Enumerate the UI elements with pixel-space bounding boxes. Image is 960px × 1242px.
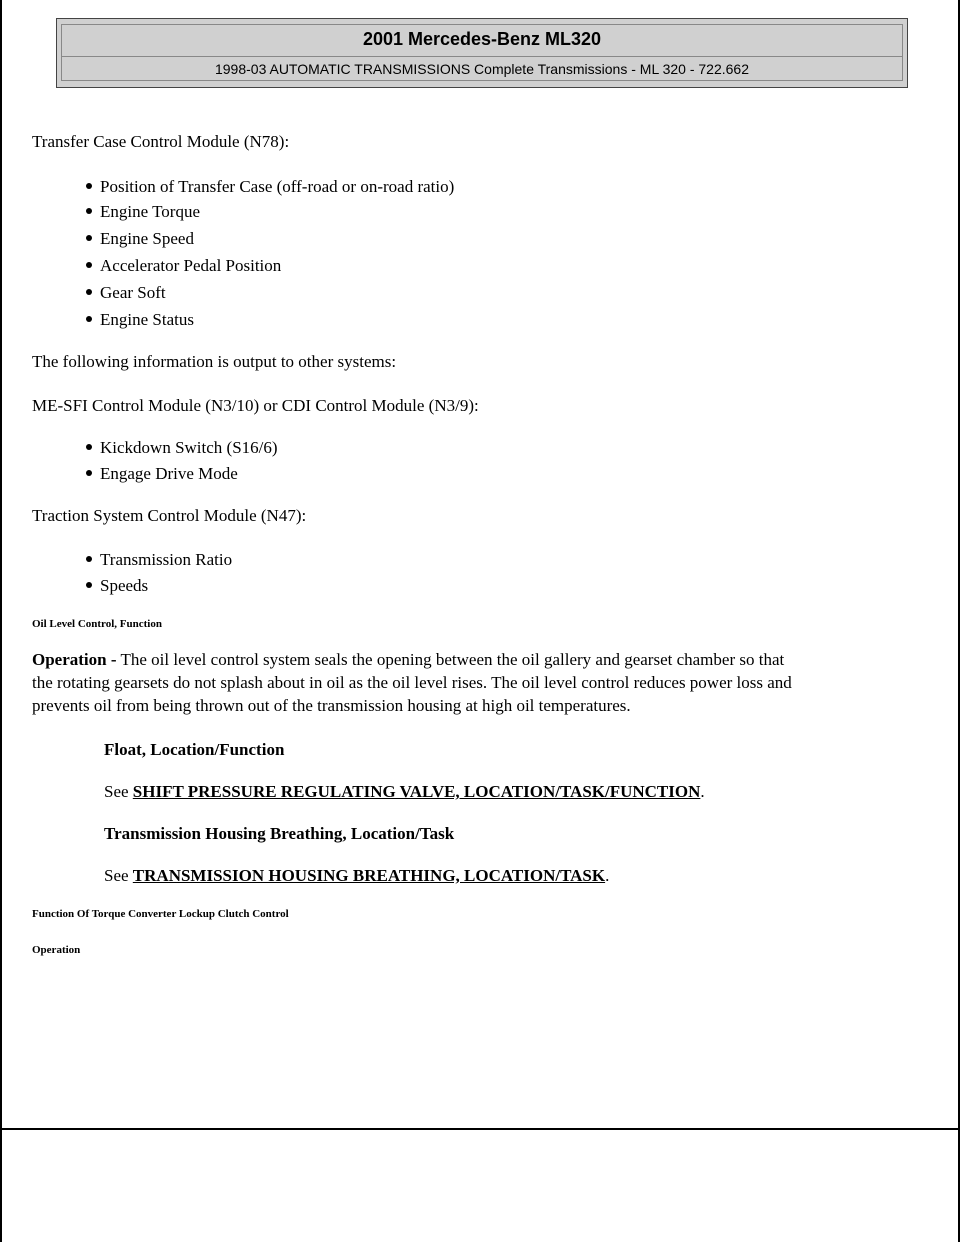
bullet-icon <box>86 316 92 322</box>
bullet-icon <box>86 262 92 268</box>
traction-heading: Traction System Control Module (N47): <box>32 506 307 525</box>
output-intro: The following information is output to other systems: <box>32 352 397 371</box>
operation-label: Operation - <box>32 650 117 669</box>
header-separator <box>61 56 903 57</box>
list-item: Engage Drive Mode <box>86 462 238 486</box>
bullet-icon <box>86 444 92 450</box>
operation-subheading: Operation <box>32 944 81 956</box>
list-item: Engine Status <box>86 308 194 332</box>
bullet-icon <box>86 235 92 241</box>
shift-pressure-link[interactable]: SHIFT PRESSURE REGULATING VALVE, LOCATION/TASK/FUNCTION <box>132 782 701 801</box>
list-item: Speeds <box>86 574 148 598</box>
transfer-case-heading: Transfer Case Control Module (N78): <box>32 132 290 151</box>
bullet-icon <box>86 183 92 189</box>
bullet-icon <box>86 208 92 214</box>
breathing-see: See TRANSMISSION HOUSING BREATHING, LOCATION/TASK. <box>104 866 610 885</box>
list-item: Transmission Ratio <box>86 548 232 572</box>
page-border-bottom <box>0 1128 960 1130</box>
list-item: Engine Speed <box>86 227 194 251</box>
list-item: Accelerator Pedal Position <box>86 254 281 278</box>
bullet-icon <box>86 289 92 295</box>
oil-level-heading: Oil Level Control, Function <box>32 618 162 630</box>
document-header <box>56 18 908 88</box>
housing-breathing-link[interactable]: TRANSMISSION HOUSING BREATHING, LOCATION/TASK <box>132 866 606 885</box>
breathing-heading: Transmission Housing Breathing, Location/Task <box>104 824 455 843</box>
float-heading: Float, Location/Function <box>104 740 285 759</box>
float-see: See SHIFT PRESSURE REGULATING VALVE, LOCATION/TASK/FUNCTION. <box>104 782 705 801</box>
me-sfi-heading: ME-SFI Control Module (N3/10) or CDI Control Module (N3/9): <box>32 396 479 415</box>
bullet-icon <box>86 582 92 588</box>
list-item: Gear Soft <box>86 281 166 305</box>
list-item: Position of Transfer Case (off-road or on-road ratio) <box>86 175 454 199</box>
torque-converter-heading: Function Of Torque Converter Lockup Clutch Control <box>32 908 289 920</box>
bullet-icon <box>86 556 92 562</box>
oil-level-paragraph: Operation - The oil level control system seals the opening between the oil gallery and gearset chamber so that the rotating gearsets do not splash about in oil as the oil level rises. The oil level control reduces power loss and prevents oil from being thrown out of the transmission housing at high oil temperatures. <box>32 650 792 715</box>
list-item: Kickdown Switch (S16/6) <box>86 436 278 460</box>
header-subtitle: 1998-03 AUTOMATIC TRANSMISSIONS Complete Transmissions - ML 320 - 722.662 <box>214 61 750 77</box>
list-item: Engine Torque <box>86 200 200 224</box>
bullet-icon <box>86 470 92 476</box>
header-title: 2001 Mercedes-Benz ML320 <box>362 29 602 49</box>
page-border-left <box>0 0 2 1242</box>
